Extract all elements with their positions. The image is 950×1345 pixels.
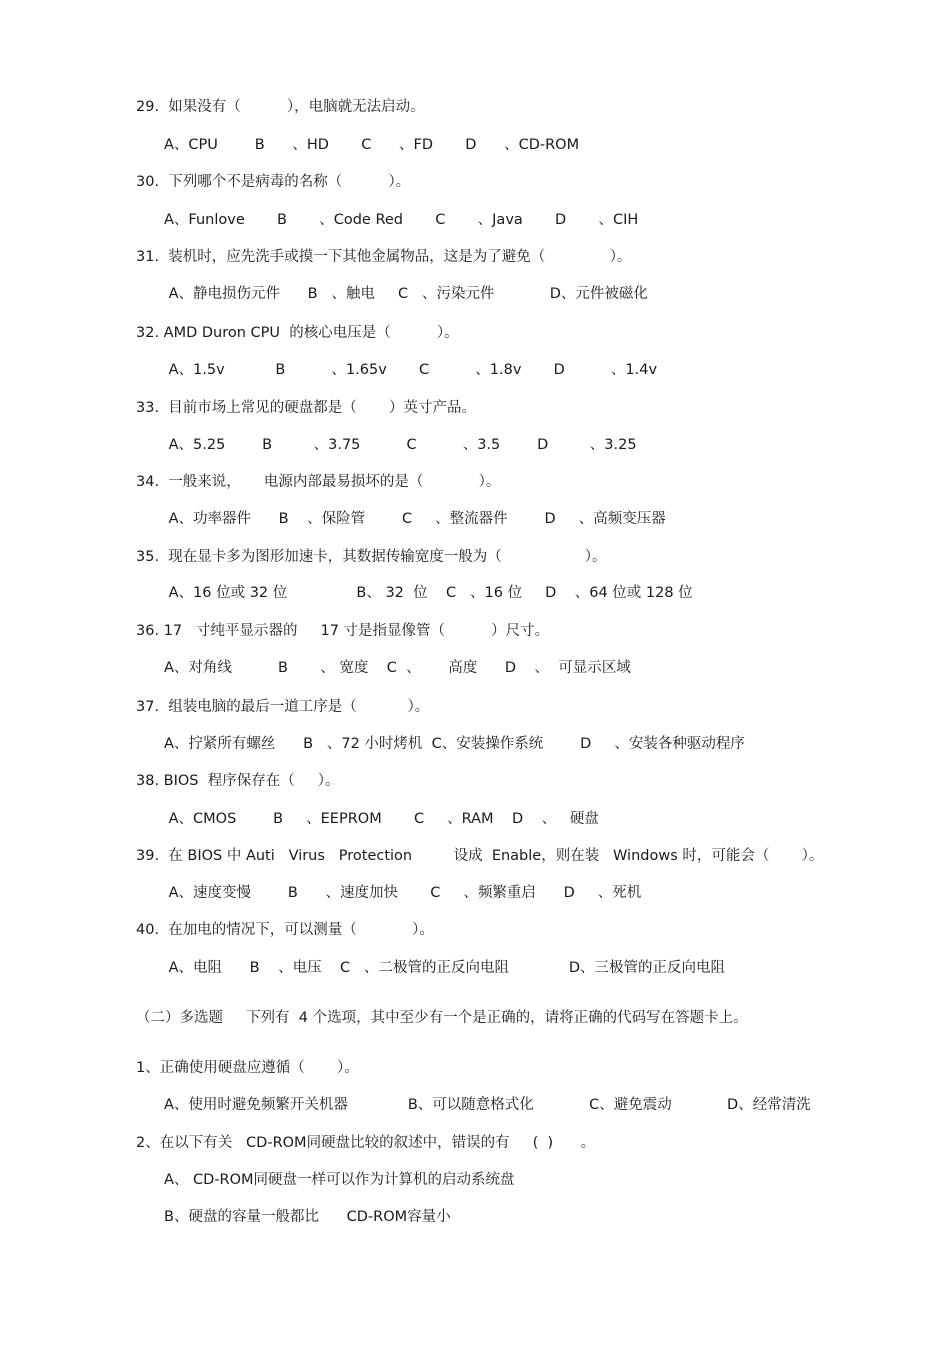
multi-question-1-options: A、使用时避免频繁开关机器 B、可以随意格式化 C、避免震动 D、经常清洗 [164,1097,811,1113]
question-35: 35. 现在显卡多为图形加速卡，其数据传输宽度一般为（ ）。 [136,549,607,565]
multi-question-2-option-a: A、 CD-ROM同硬盘一样可以作为计算机的启动系统盘 [164,1172,515,1188]
question-35-options: A、16 位或 32 位 B、 32 位 C 、16 位 D 、64 位或 128 位 [164,585,693,601]
question-39: 39. 在 BIOS 中 Auti Virus Protection 设成 Enable，则在装 Windows 时，可能会（ ）。 [136,848,824,864]
question-33-options: A、5.25 B 、3.75 C 、3.5 D 、3.25 [164,437,637,453]
question-40: 40. 在加电的情况下，可以测量（ ）。 [136,922,434,938]
question-34-options: A、功率器件 B 、保险管 C 、整流器件 D 、高频变压器 [164,511,666,527]
question-31-options: A、静电损伤元件 B 、触电 C 、污染元件 D、元件被磁化 [164,286,648,302]
question-31: 31. 装机时，应先洗手或摸一下其他金属物品，这是为了避免（ ）。 [136,249,632,265]
multi-question-2-option-b: B、硬盘的容量一般都比 CD-ROM容量小 [164,1209,451,1225]
question-36: 36. 17 寸纯平显示器的 17 寸是指显像管（ ）尺寸。 [136,623,550,639]
question-40-options: A、电阻 B 、电压 C 、二极管的正反向电阻 D、三极管的正反向电阻 [164,960,726,976]
question-37-options: A、拧紧所有螺丝 B 、72 小时烤机 C、安装操作系统 D 、安装各种驱动程序 [164,736,745,752]
multi-question-2: 2、在以下有关 CD-ROM同硬盘比较的叙述中，错误的有 ( ) 。 [136,1135,596,1151]
question-37: 37. 组装电脑的最后一道工序是（ ）。 [136,699,430,715]
question-29-options: A、CPU B 、HD C 、FD D 、CD-ROM [164,137,580,153]
question-38-options: A、CMOS B 、EEPROM C 、RAM D 、 硬盘 [164,811,599,827]
question-30: 30. 下列哪个不是病毒的名称（ ）。 [136,174,411,190]
question-38: 38. BIOS 程序保存在（ ）。 [136,773,340,789]
question-29: 29. 如果没有（ ），电脑就无法启动。 [136,99,425,115]
question-34: 34. 一般来说， 电源内部最易损坏的是（ ）。 [136,474,501,490]
question-30-options: A、Funlove B 、Code Red C 、Java D 、CIH [164,212,639,228]
question-32-options: A、1.5v B 、1.65v C 、1.8v D 、1.4v [164,362,658,378]
question-39-options: A、速度变慢 B 、速度加快 C 、频繁重启 D 、死机 [164,885,642,901]
question-33: 33. 目前市场上常见的硬盘都是（ ）英寸产品。 [136,400,477,416]
question-36-options: A、对角线 B 、 宽度 C 、 高度 D 、 可显示区域 [164,660,631,676]
section-heading-multiple-choice: （二）多选题 下列有 4 个选项，其中至少有一个是正确的，请将正确的代码写在答题卡上。 [136,1010,748,1026]
multi-question-1: 1、正确使用硬盘应遵循（ ）。 [136,1060,359,1076]
question-32: 32. AMD Duron CPU 的核心电压是（ ）。 [136,325,459,341]
